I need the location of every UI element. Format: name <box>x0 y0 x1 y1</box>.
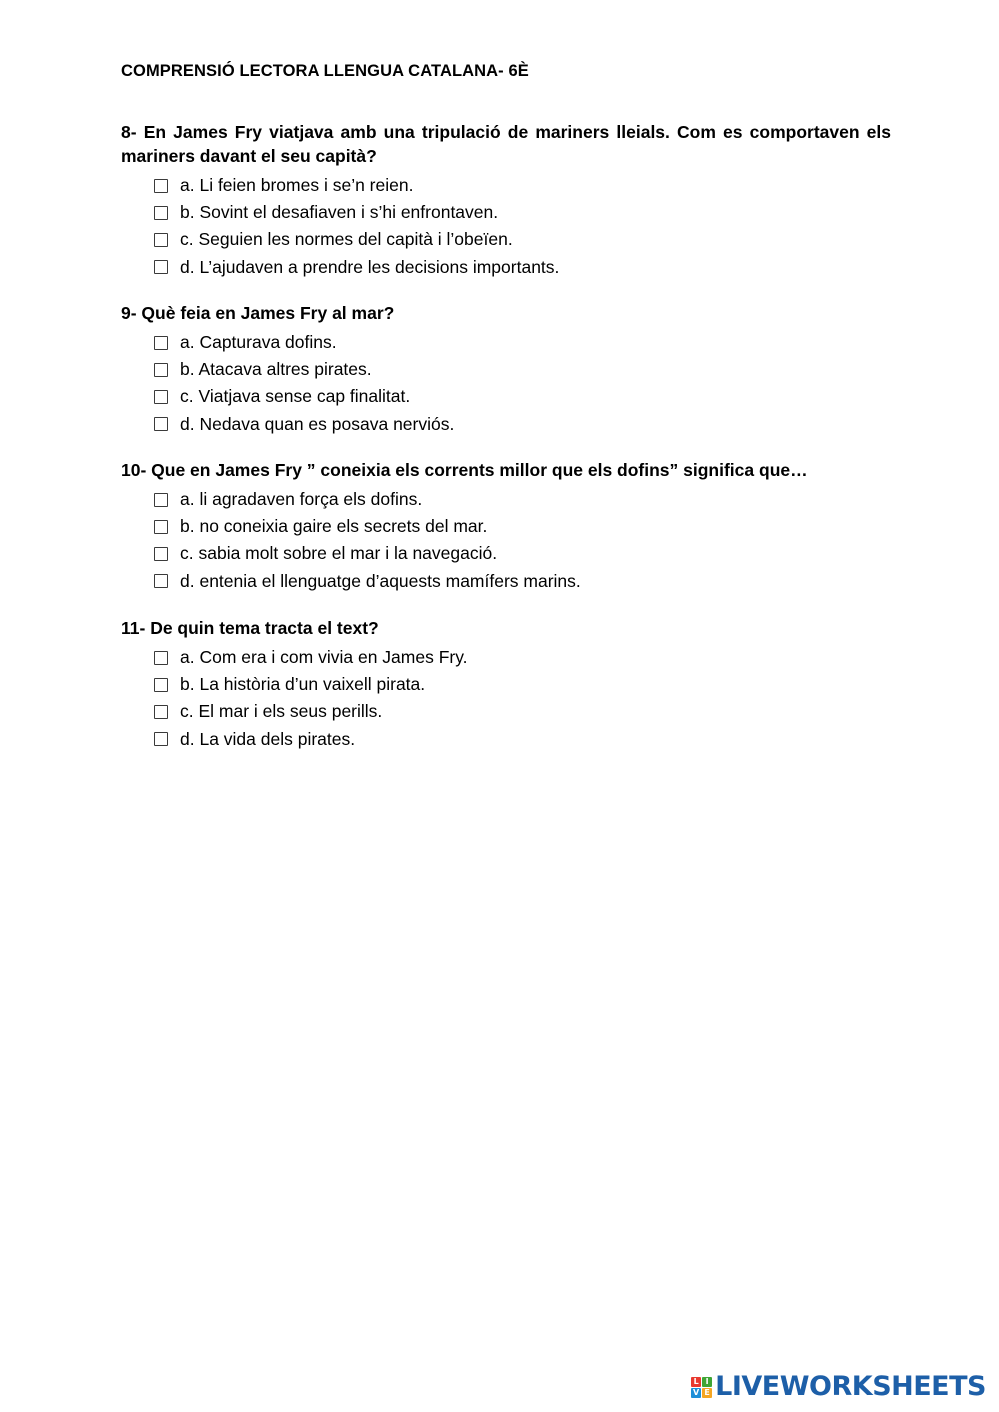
option-11d[interactable] <box>154 726 891 753</box>
checkbox-icon[interactable] <box>154 678 168 692</box>
option-10c[interactable] <box>154 540 891 567</box>
checkbox-icon[interactable] <box>154 547 168 561</box>
option-8d[interactable] <box>154 254 891 281</box>
checkbox-icon[interactable] <box>154 260 168 274</box>
logo-tile: E <box>702 1388 712 1398</box>
question-text: 11- De quin tema tracta el text? <box>121 618 379 638</box>
question-text: 10- Que en James Fry ” coneixia els corrents millor que els dofins” significa que… <box>121 460 808 480</box>
option-9a[interactable] <box>154 329 891 356</box>
option-label: a. Li feien bromes i se’n reien. <box>180 175 414 196</box>
option-11c[interactable] <box>154 698 891 725</box>
option-10d[interactable] <box>154 568 891 595</box>
question-10 <box>121 458 891 595</box>
option-label: c. Seguien les normes del capità i l’obeïen. <box>180 229 513 250</box>
logo-tile: L <box>691 1377 701 1387</box>
checkbox-icon[interactable] <box>154 336 168 350</box>
liveworksheets-brand <box>691 1372 986 1402</box>
checkbox-icon[interactable] <box>154 363 168 377</box>
option-10a[interactable] <box>154 486 891 513</box>
checkbox-icon[interactable] <box>154 705 168 719</box>
checkbox-icon[interactable] <box>154 520 168 534</box>
checkbox-icon[interactable] <box>154 179 168 193</box>
checkbox-icon[interactable] <box>154 417 168 431</box>
option-8c[interactable] <box>154 226 891 253</box>
checkbox-icon[interactable] <box>154 206 168 220</box>
liveworksheets-logo-icon <box>691 1377 712 1398</box>
option-label: c. sabia molt sobre el mar i la navegació. <box>180 543 498 564</box>
option-label: d. entenia el llenguatge d’aquests mamífers marins. <box>180 570 581 591</box>
option-11b[interactable] <box>154 671 891 698</box>
checkbox-icon[interactable] <box>154 390 168 404</box>
checkbox-icon[interactable] <box>154 651 168 665</box>
option-8b[interactable] <box>154 199 891 226</box>
option-label: b. La història d’un vaixell pirata. <box>180 674 426 695</box>
options-list <box>121 329 891 438</box>
checkbox-icon[interactable] <box>154 493 168 507</box>
question-text: 9- Què feia en James Fry al mar? <box>121 303 395 323</box>
options-list <box>121 172 891 281</box>
option-label: b. no coneixia gaire els secrets del mar. <box>180 516 488 537</box>
options-list <box>121 486 891 595</box>
question-text: 8- En James Fry viatjava amb una tripulació de mariners lleials. Com es comportaven els mariners davant el seu capità? <box>121 122 891 166</box>
option-label: b. Atacava altres pirates. <box>180 359 372 380</box>
option-9c[interactable] <box>154 383 891 410</box>
question-11 <box>121 616 891 753</box>
brand-wordmark: LIVEWORKSHEETS <box>715 1371 986 1402</box>
question-9 <box>121 301 891 438</box>
page-title: COMPRENSIÓ LECTORA LLENGUA CATALANA- 6È <box>121 62 529 80</box>
option-10b[interactable] <box>154 513 891 540</box>
checkbox-icon[interactable] <box>154 574 168 588</box>
logo-tile: V <box>693 1387 700 1397</box>
option-8a[interactable] <box>154 172 891 199</box>
option-label: d. Nedava quan es posava nerviós. <box>180 413 455 434</box>
options-list <box>121 644 891 753</box>
option-label: c. El mar i els seus perills. <box>180 701 383 722</box>
option-label: b. Sovint el desafiaven i s’hi enfrontaven. <box>180 202 499 223</box>
checkbox-icon[interactable] <box>154 732 168 746</box>
checkbox-icon[interactable] <box>154 233 168 247</box>
option-label: a. li agradaven força els dofins. <box>180 489 423 510</box>
option-label: d. L’ajudaven a prendre les decisions importants. <box>180 256 560 277</box>
option-label: d. La vida dels pirates. <box>180 728 356 749</box>
option-label: c. Viatjava sense cap finalitat. <box>180 386 411 407</box>
logo-tile: I <box>702 1377 712 1387</box>
option-label: a. Capturava dofins. <box>180 332 337 353</box>
question-8 <box>121 120 891 281</box>
option-9d[interactable] <box>154 411 891 438</box>
option-9b[interactable] <box>154 356 891 383</box>
option-11a[interactable] <box>154 644 891 671</box>
option-label: a. Com era i com vivia en James Fry. <box>180 647 468 668</box>
